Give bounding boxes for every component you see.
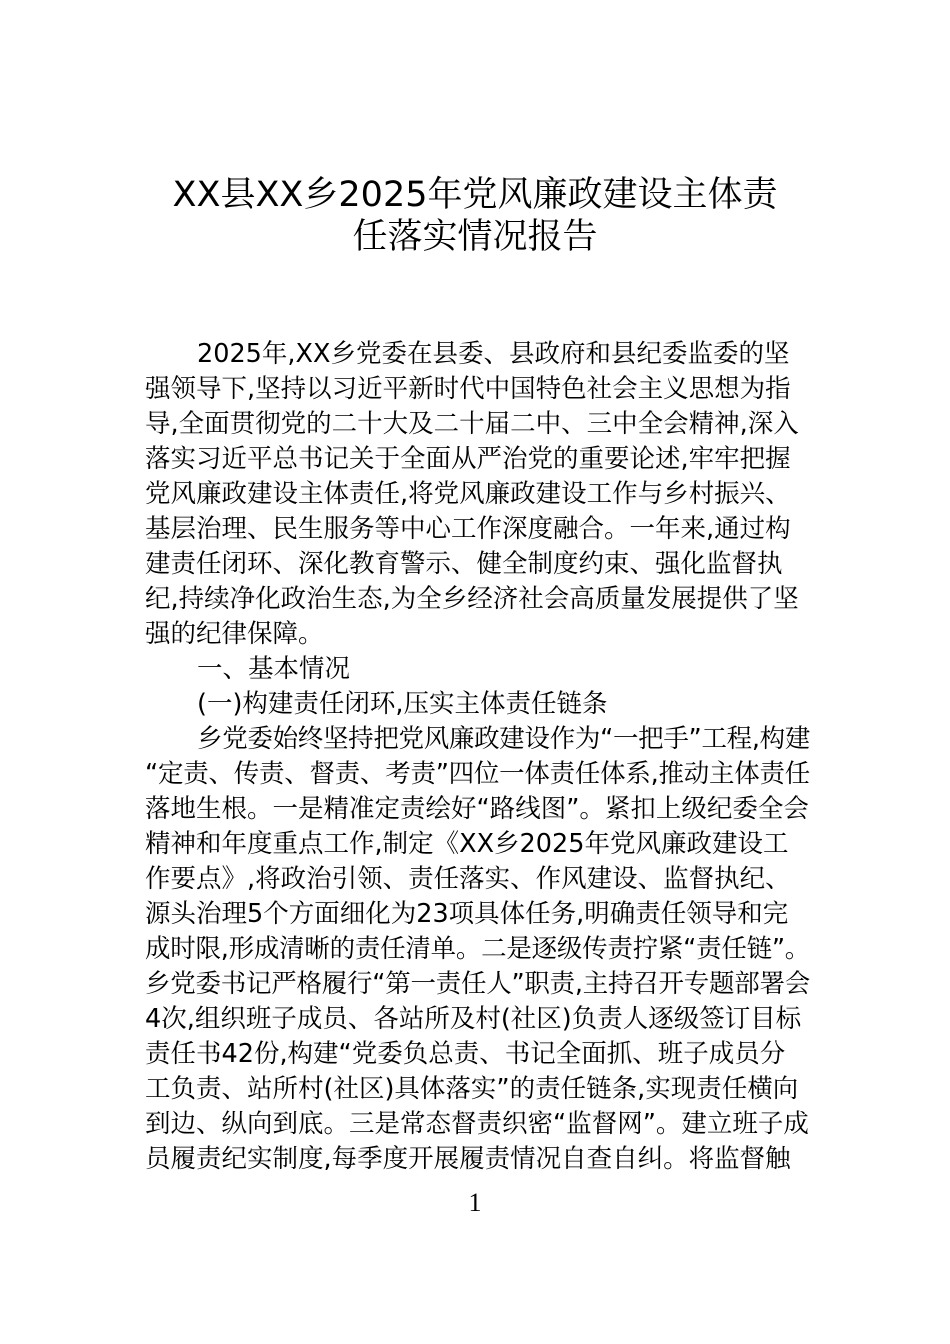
body-text-line: 落地生根。一是精准定责绘好“路线图”。紧扣上级纪委全会: [145, 794, 809, 824]
body-text-line: 乡党委书记严格履行“第一责任人”职责,主持召开专题部署会: [145, 969, 811, 999]
document-title-line-2: 任落实情况报告: [352, 217, 598, 257]
body-text-line: 作要点》,将政治引领、责任落实、作风建设、监督执纪、: [145, 864, 791, 894]
document-title-line-1: XX县XX乡2025年党风廉政建设主体责: [172, 175, 778, 215]
body-text-line: 成时限,形成清晰的责任清单。二是逐级传责拧紧“责任链”。: [145, 934, 811, 964]
body-text-line: 4次,组织班子成员、各站所及村(社区)负责人逐级签订目标: [145, 1004, 802, 1034]
body-text-line: 2025年,XX乡党委在县委、县政府和县纪委监委的坚: [197, 339, 790, 369]
body-text-line: 落实习近平总书记关于全面从严治党的重要论述,牢牢把握: [145, 444, 791, 474]
body-text-line: 到边、纵向到底。三是常态督责织密“监督网”。建立班子成: [145, 1109, 809, 1139]
body-text-line: 基层治理、民生服务等中心工作深度融合。一年来,通过构: [145, 514, 791, 544]
body-text-line: 一、基本情况: [197, 654, 351, 684]
document-body: [145, 337, 810, 1177]
body-text-line: 员履责纪实制度,每季度开展履责情况自查自纠。将监督触: [145, 1144, 791, 1174]
body-text-line: “定责、传责、督责、考责”四位一体责任体系,推动主体责任: [145, 759, 811, 789]
body-text-line: 工负责、站所村(社区)具体落实”的责任链条,实现责任横向: [145, 1074, 799, 1104]
body-text-line: 建责任闭环、深化教育警示、健全制度约束、强化监督执: [145, 549, 783, 579]
body-text-line: 导,全面贯彻党的二十大及二十届二中、三中全会精神,深入: [145, 409, 799, 439]
body-text-line: 强的纪律保障。: [145, 619, 324, 649]
body-text-line: 责任书42份,构建“党委负总责、书记全面抓、班子成员分: [145, 1039, 786, 1069]
body-text-line: 源头治理5个方面细化为23项具体任务,明确责任领导和完: [145, 899, 789, 929]
body-text-line: 党风廉政建设主体责任,将党风廉政建设工作与乡村振兴、: [145, 479, 791, 509]
body-text-line: 强领导下,坚持以习近平新时代中国特色社会主义思想为指: [145, 374, 791, 404]
body-text-line: 纪,持续净化政治生态,为全乡经济社会高质量发展提供了坚: [145, 584, 799, 614]
body-text-line: (一)构建责任闭环,压实主体责任链条: [197, 689, 608, 719]
body-text-line: 乡党委始终坚持把党风廉政建设作为“一把手”工程,构建: [197, 724, 811, 754]
body-text-line: 精神和年度重点工作,制定《XX乡2025年党风廉政建设工: [145, 829, 789, 859]
page-number: 1: [468, 1188, 482, 1217]
